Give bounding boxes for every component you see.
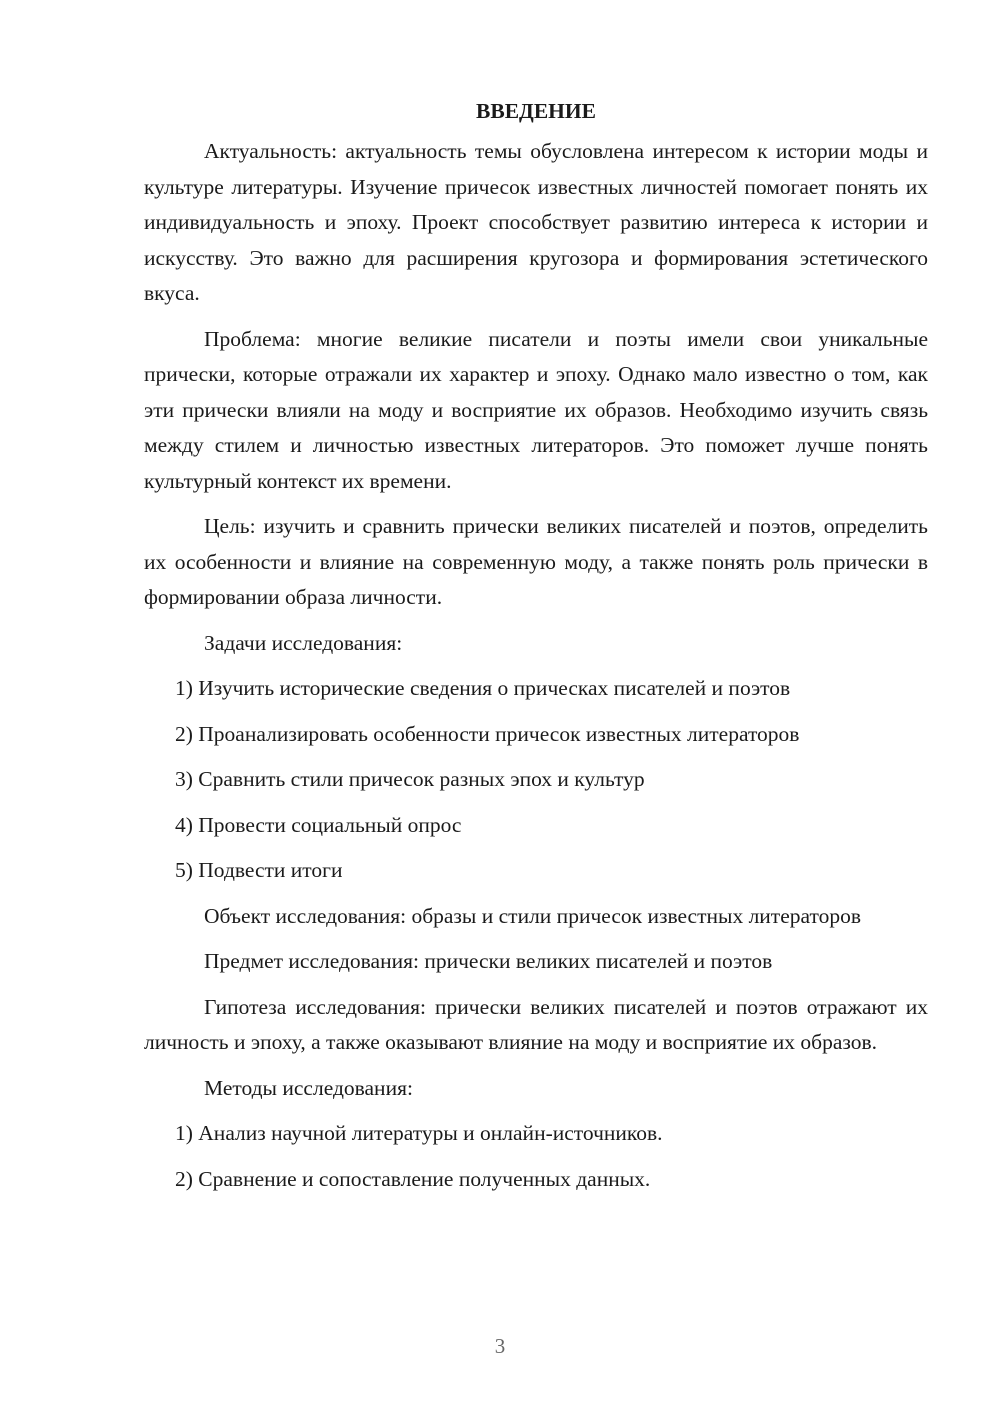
task-item: 3) Сравнить стили причесок разных эпох и культур [175,767,645,791]
task-item: 2) Проанализировать особенности причесок известных литераторов [175,721,800,746]
hypothesis-paragraph: Гипотеза исследования: прически великих писателей и поэтов отражают их личность и эпоху, а также оказывают влияние на моду и восприятие их образов. [144,994,928,1054]
object-paragraph: Объект исследования: образы и стили причесок известных литераторов [204,903,861,928]
section-title: ВВЕДЕНИЕ [476,99,596,123]
document-page [144,96,928,1207]
method-item: 1) Анализ научной литературы и онлайн-источников. [175,1121,663,1145]
methods-heading: Методы исследования: [204,1075,413,1100]
method-item: 2) Сравнение и сопоставление полученных данных. [175,1166,651,1191]
relevance-paragraph: Актуальность: актуальность темы обусловлена интересом к истории моды и культуре литературы. Изучение причесок известных личностей помогает понять их индивидуальность и эпоху. Проект способствует развитию интереса к истории и искусству. Это важно для расширения кругозора и формирования эстетического вкуса. [144,139,928,305]
subject-paragraph: Предмет исследования: прически великих писателей и поэтов [204,949,773,973]
tasks-heading: Задачи исследования: [204,630,403,655]
tasks-list [144,671,928,889]
goal-paragraph: Цель: изучить и сравнить прически великих писателей и поэтов, определить их особенности и влияние на современную моду, а также понять роль прически в формировании образа личности. [144,514,928,609]
methods-list [144,1116,928,1197]
problem-paragraph: Проблема: многие великие писатели и поэты имели свои уникальные прически, которые отражали их характер и эпоху. Однако мало известно о том, как эти прически влияли на моду и восприятие их образов. Необходимо изучить связь между стилем и личностью известных литераторов. Это поможет лучше понять культурный контекст их времени. [144,326,928,493]
page-number: 3 [494,1334,506,1358]
task-item: 5) Подвести итоги [175,858,343,882]
task-item: 1) Изучить исторические сведения о прическах писателей и поэтов [175,676,791,700]
task-item: 4) Провести социальный опрос [175,812,462,837]
